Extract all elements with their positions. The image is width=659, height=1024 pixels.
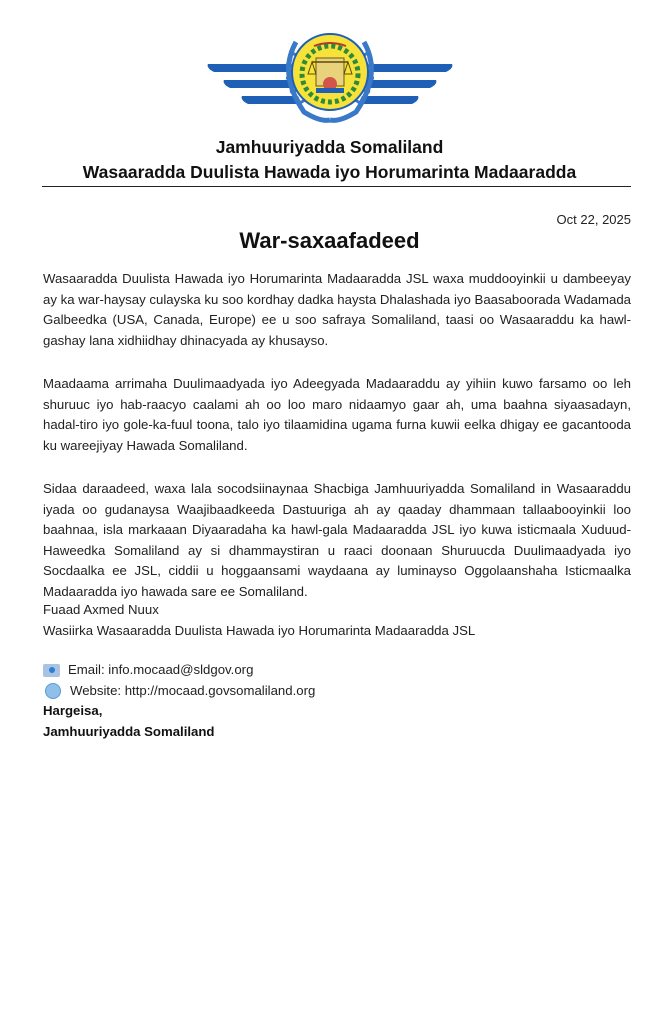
ministry-logo xyxy=(200,28,460,124)
letterhead-ministry: Wasaaradda Duulista Hawada iyo Horumarinta Madaaradda xyxy=(82,162,577,182)
email-text[interactable]: Email: info.mocaad@sldgov.org xyxy=(68,662,254,677)
signatory-position: Wasiirka Wasaaradda Duulista Hawada iyo Horumarinta Madaaradda JSL xyxy=(43,622,476,638)
city: Hargeisa, xyxy=(43,703,103,718)
paragraph-2: Maadaama arrimaha Duulimaadyada iyo Adeegyada Madaaraddu ay yihiin kuwo farsamo oo leh shuruuc iyo hab-raacyo caalami ah oo loo maro nidaamyo gaar ah, uma baahna siyaasadayn, hadal-tiro iyo gole-ka-fuul toona, talo iyo tilaamidina ugama furna kuwii eelka dhigay ee gacantooda ku wareejiyay Hawada Somaliland. xyxy=(43,376,631,453)
signatory-name: Fuaad Axmed Nuux xyxy=(43,602,159,617)
letterhead-country: Jamhuuriyadda Somaliland xyxy=(215,137,444,157)
website-row xyxy=(43,681,315,702)
email-row xyxy=(43,660,315,681)
wings-emblem-icon xyxy=(200,28,460,124)
envelope-icon xyxy=(43,664,60,677)
website-text[interactable]: Website: http://mocaad.govsomaliland.org xyxy=(70,682,316,698)
header-divider xyxy=(42,186,631,187)
paragraph-3: Sidaa daraadeed, waxa lala socodsiinaynaa Shacbiga Jamhuuriyadda Somaliland in Wasaaraddu iyada oo gudanaysa Waajibaadkeeda Dastuuriga ah ay qaaday dhammaan tallaabooyinkii loo baahnaa, isla markaaan Diyaaradaha ka hawl-gala Madaaradda JSL iyo kuwa isticmaala Xuduud-Haweedka Somaliland ay si dhammaystiran u raaci doonaan Shuruucda Duulimaadyada iyo Socdaalka ee JSL, ciddii u hoggaansami waydaana ay luminayso Oggolaanshaha Isticmaalka Madaaradda iyo hawada sare ee Somaliland. xyxy=(43,481,631,599)
document-date: Oct 22, 2025 xyxy=(556,212,631,227)
contact-block xyxy=(43,660,315,742)
country: Jamhuuriyadda Somaliland xyxy=(43,723,215,739)
document-title: War-saxaafadeed xyxy=(239,228,420,253)
globe-icon xyxy=(45,683,61,699)
paragraph-1: Wasaaradda Duulista Hawada iyo Horumarinta Madaaradda JSL waxa muddooyinkii u dambeeyay ay ka war-haysay culayska ku soo kordhay dadka haysta Dhalashada iyo Baasaboorada Wadamada Galbeedka (USA, Canada, Europe) ee u soo safraya Somaliland, taasi oo Wasaaraddu ka hawl-gashay lana xidhiidhay dhinacyada ay khusayso. xyxy=(43,271,631,348)
signature-block xyxy=(43,600,475,641)
